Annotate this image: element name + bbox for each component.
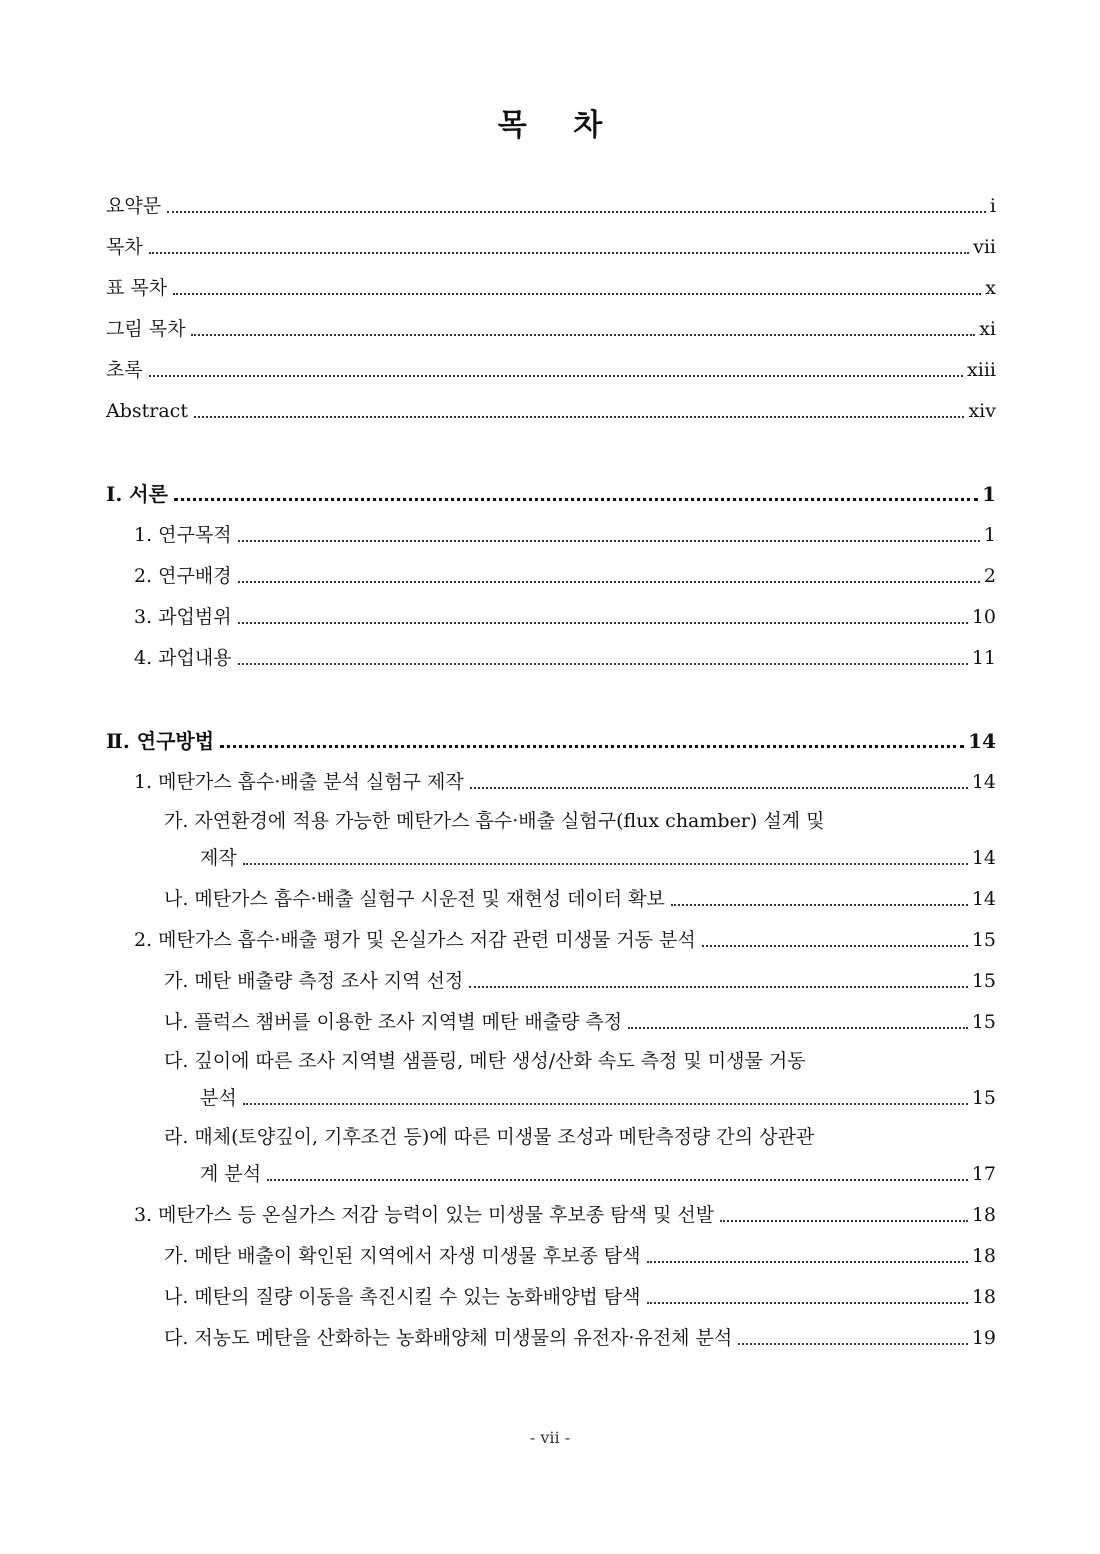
toc-chapter-page: 14: [968, 729, 996, 753]
dot-leader: [647, 1261, 968, 1263]
toc-subsection[interactable]: [164, 1004, 996, 1034]
toc-entry-contents[interactable]: [106, 229, 996, 259]
toc-section-page: 10: [971, 606, 996, 628]
toc-subsection[interactable]: [164, 963, 996, 993]
toc-section-page: 15: [971, 929, 996, 951]
toc-section-page: 1: [983, 524, 996, 546]
toc-entry-summary[interactable]: [106, 188, 996, 218]
toc-section-label: 3. 과업범위: [134, 606, 232, 628]
toc-entry-label: 목차: [106, 236, 143, 258]
toc-section-label: 1. 연구목적: [134, 524, 232, 546]
dot-leader: [149, 252, 969, 254]
toc-subsection-label: 제작: [200, 847, 237, 869]
toc-section[interactable]: [134, 558, 996, 588]
toc-subsection[interactable]: [164, 1238, 996, 1268]
dot-leader: [267, 1179, 968, 1181]
toc-section-page: 2: [983, 565, 996, 587]
toc-section[interactable]: [134, 922, 996, 952]
toc-subsection-continuation[interactable]: [200, 840, 996, 870]
dot-leader: [702, 945, 968, 947]
toc-entry-abstract[interactable]: [106, 393, 996, 423]
toc-entry-page: xi: [979, 318, 996, 340]
toc-subsection-page: 14: [971, 847, 996, 869]
dot-leader: [647, 1302, 968, 1304]
dot-leader: [469, 986, 968, 988]
toc-subsection[interactable]: [164, 1279, 996, 1309]
toc-entry-label: 초록: [106, 359, 143, 381]
toc-section-page: 18: [971, 1204, 996, 1226]
page-title: 목 차: [497, 108, 621, 143]
toc-entry-page: i: [989, 195, 996, 217]
toc-subsection-page: 17: [971, 1163, 996, 1185]
toc-entry-page: vii: [973, 236, 996, 258]
dot-leader: [194, 416, 965, 418]
toc-chapter-methods[interactable]: [106, 723, 996, 753]
toc-section-page: 14: [971, 771, 996, 793]
toc-section-label: 4. 과업내용: [134, 647, 232, 669]
toc-subsection-page: 15: [971, 970, 996, 992]
dot-leader: [238, 663, 968, 665]
toc-subsection-page: 15: [971, 1011, 996, 1033]
toc-chapter-label: Ⅰ. 서론: [106, 482, 168, 506]
dot-leader: [738, 1343, 968, 1345]
toc-section-page: 11: [971, 647, 996, 669]
toc-subsection-page: 18: [971, 1245, 996, 1267]
toc-subsection-line1[interactable]: 다. 깊이에 따른 조사 지역별 샘플링, 메탄 생성/산화 속도 측정 및 미생물 거동: [164, 1050, 806, 1072]
dot-leader: [628, 1027, 968, 1029]
toc-subsection-page: 15: [971, 1087, 996, 1109]
toc-subsection-line1[interactable]: 가. 자연환경에 적용 가능한 메탄가스 흡수·배출 실험구(flux chamber) 설계 및: [164, 810, 825, 832]
toc-entry-label: Abstract: [106, 400, 188, 422]
toc-subsection-page: 14: [971, 888, 996, 910]
toc-section[interactable]: [134, 1197, 996, 1227]
dot-leader: [191, 334, 975, 336]
toc-subsection-label: 다. 저농도 메탄을 산화하는 농화배양체 미생물의 유전자·유전체 분석: [164, 1327, 733, 1349]
toc-entry-page: x: [985, 277, 996, 299]
toc-subsection-label: 계 분석: [200, 1163, 262, 1185]
dot-leader: [149, 375, 963, 377]
toc-entry-list-of-tables[interactable]: [106, 270, 996, 300]
dot-leader: [174, 498, 978, 501]
toc-section-label: 1. 메탄가스 흡수·배출 분석 실험구 제작: [134, 771, 464, 793]
toc-entry-label: 그림 목차: [106, 318, 186, 340]
toc-subsection[interactable]: [164, 1320, 996, 1350]
toc-subsection-page: 19: [971, 1327, 996, 1349]
toc-subsection-continuation[interactable]: [200, 1156, 996, 1186]
toc-subsection-label: 나. 메탄가스 흡수·배출 실험구 시운전 및 재현성 데이터 확보: [164, 888, 665, 910]
toc-section[interactable]: [134, 640, 996, 670]
dot-leader: [671, 904, 968, 906]
dot-leader: [243, 863, 968, 865]
dot-leader: [238, 581, 980, 583]
toc-entry-label: 요약문: [106, 195, 162, 217]
toc-subsection-page: 18: [971, 1286, 996, 1308]
dot-leader: [720, 1220, 968, 1222]
toc-chapter-label: Ⅱ. 연구방법: [106, 729, 215, 753]
dot-leader: [173, 293, 981, 295]
toc-subsection-label: 분석: [200, 1087, 237, 1109]
toc-entry-label: 표 목차: [106, 277, 168, 299]
dot-leader: [238, 622, 968, 624]
toc-section-label: 2. 연구배경: [134, 565, 232, 587]
toc-chapter-introduction[interactable]: [106, 476, 996, 506]
toc-entry-page: xiii: [967, 359, 996, 381]
toc-chapter-page: 1: [982, 482, 996, 506]
dot-leader: [167, 211, 986, 213]
toc-subsection-label: 가. 메탄 배출이 확인된 지역에서 자생 미생물 후보종 탐색: [164, 1245, 641, 1267]
toc-entry-page: xiv: [968, 400, 996, 422]
toc-subsection-label: 가. 메탄 배출량 측정 조사 지역 선정: [164, 970, 464, 992]
toc-entry-list-of-figures[interactable]: [106, 311, 996, 341]
toc-subsection-line1[interactable]: 라. 매체(토양깊이, 기후조건 등)에 따른 미생물 조성과 메탄측정량 간의 상관관: [164, 1126, 815, 1148]
dot-leader: [470, 787, 968, 789]
toc-section-label: 2. 메탄가스 흡수·배출 평가 및 온실가스 저감 관련 미생물 거동 분석: [134, 929, 696, 951]
page-number-footer: - vii -: [529, 1428, 571, 1447]
dot-leader: [243, 1103, 968, 1105]
dot-leader: [220, 745, 964, 748]
toc-subsection[interactable]: [164, 881, 996, 911]
toc-section[interactable]: [134, 764, 996, 794]
toc-entry-korean-abstract[interactable]: [106, 352, 996, 382]
toc-section[interactable]: [134, 517, 996, 547]
toc-section-label: 3. 메탄가스 등 온실가스 저감 능력이 있는 미생물 후보종 탐색 및 선발: [134, 1204, 715, 1226]
toc-subsection-continuation[interactable]: [200, 1080, 996, 1110]
dot-leader: [238, 540, 980, 542]
toc-section[interactable]: [134, 599, 996, 629]
toc-subsection-label: 나. 메탄의 질량 이동을 촉진시킬 수 있는 농화배양법 탐색: [164, 1286, 641, 1308]
toc-subsection-label: 나. 플럭스 챔버를 이용한 조사 지역별 메탄 배출량 측정: [164, 1011, 623, 1033]
